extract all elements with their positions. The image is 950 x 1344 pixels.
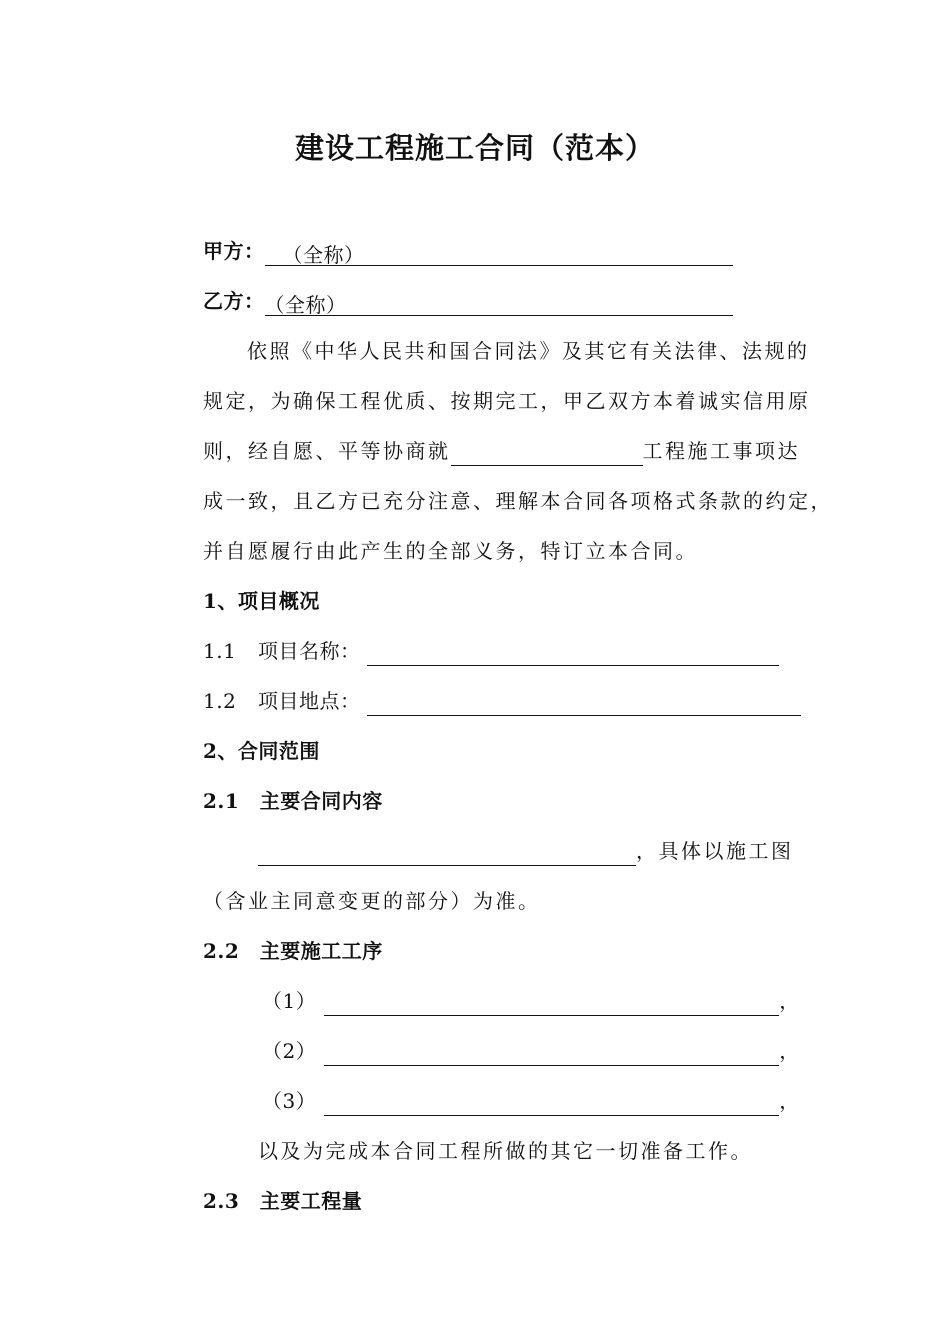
item-1-1-label: 项目名称： (258, 639, 361, 663)
party-b-placeholder: （全称） (264, 293, 347, 317)
intro-line-4: 成一致，且乙方已充分注意、理解本合同各项格式条款的约定， (203, 489, 833, 513)
party-b-field[interactable] (265, 290, 733, 316)
process-item-3 (262, 1086, 800, 1116)
process-item-3-number: （3） (262, 1089, 317, 1113)
process-item-2 (262, 1036, 800, 1066)
intro-line-3-end: 工程施工事项达 (642, 439, 800, 463)
process-closing: 以及为完成本合同工程所做的其它一切准备工作。 (258, 1139, 753, 1163)
intro-line-3-start: 则，经自愿、平等协商就 (203, 439, 451, 463)
section-2-3-heading: 2.3 主要工程量 (203, 1189, 363, 1213)
process-item-1-field[interactable] (324, 989, 779, 1016)
process-item-1-suffix: ， (779, 989, 800, 1013)
project-name-blank[interactable] (451, 439, 643, 466)
process-item-1-number: （1） (262, 989, 317, 1013)
section-2-heading: 2、合同范围 (203, 739, 320, 763)
contract-content-suffix: ，具体以施工图 (636, 839, 794, 863)
process-item-1 (262, 986, 800, 1016)
party-a-placeholder: （全称） (282, 243, 365, 267)
document-title: 建设工程施工合同（范本） (294, 131, 655, 165)
section-2-2-heading: 2.2 主要施工工序 (203, 939, 383, 963)
contract-content-field[interactable] (258, 839, 636, 866)
party-b-line (203, 286, 733, 316)
party-a-label: 甲方： (203, 239, 265, 263)
party-b-label: 乙方： (203, 289, 265, 313)
item-1-1-number: 1.1 (203, 639, 237, 663)
intro-line-5: 并自愿履行由此产生的全部义务，特订立本合同。 (203, 539, 698, 563)
section-1-heading: 1、项目概况 (203, 589, 320, 613)
section-2-1-heading: 2.1 主要合同内容 (203, 789, 383, 813)
process-item-3-field[interactable] (324, 1089, 779, 1116)
project-location-field[interactable] (367, 689, 801, 716)
project-name-field[interactable] (367, 639, 779, 666)
process-item-2-field[interactable] (324, 1039, 779, 1066)
contract-content-line (258, 836, 794, 866)
intro-line-2: 规定，为确保工程优质、按期完工，甲乙双方本着诚实信用原 (203, 389, 811, 413)
process-item-2-suffix: ， (779, 1039, 800, 1063)
item-1-2-number: 1.2 (203, 689, 237, 713)
process-item-3-suffix: ， (779, 1089, 800, 1113)
item-1-2 (203, 686, 801, 716)
intro-line-3 (203, 436, 800, 466)
item-1-1 (203, 636, 779, 666)
contract-content-note: （含业主同意变更的部分）为准。 (203, 889, 541, 913)
party-a-field[interactable] (265, 240, 733, 266)
party-a-line (203, 236, 733, 266)
process-item-2-number: （2） (262, 1039, 317, 1063)
item-1-2-label: 项目地点： (258, 689, 361, 713)
intro-line-1: 依照《中华人民共和国合同法》及其它有关法律、法规的 (247, 339, 810, 363)
